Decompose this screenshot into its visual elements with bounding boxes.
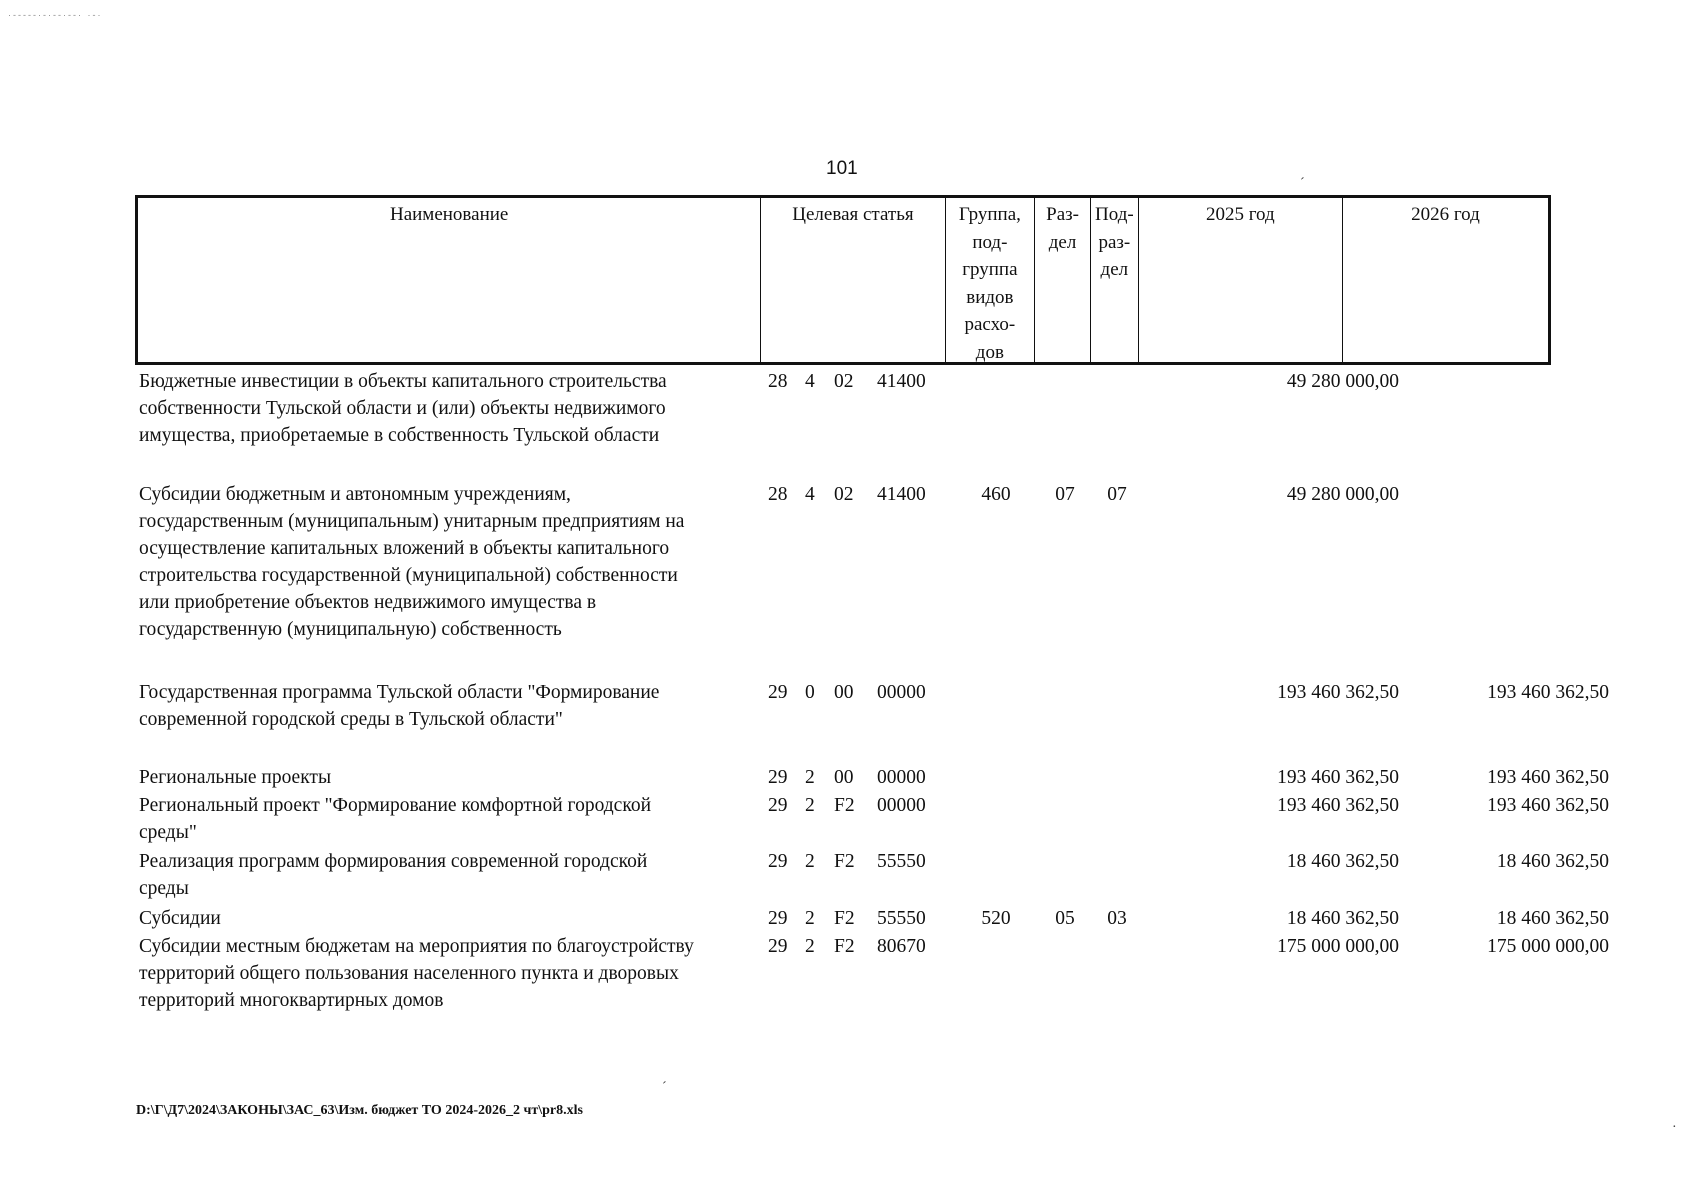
row-target-subprogram: 2 [805,795,815,816]
row-target-program: 29 [768,767,788,788]
row-amount-2026: 18 460 362,50 [1496,908,1609,929]
header-group-line: группа [962,259,1018,280]
row-target-event: F2 [834,851,855,872]
row-amount-2025: 18 460 362,50 [1286,851,1399,872]
scan-tick-mark: ˊ [1300,176,1305,191]
header-target-label: Целевая статья [792,204,914,225]
row-target-subprogram: 2 [805,851,815,872]
row-name-line: или приобретение объектов недвижимого имущества в [139,592,597,613]
scan-tick-mark: ˊ [662,1080,667,1095]
row-name [139,679,759,733]
row-name [139,764,759,791]
row-target-direction: 41400 [877,371,926,392]
row-target-event: 02 [834,484,854,505]
row-amount-2025: 193 460 362,50 [1277,767,1399,788]
row-name-line: территорий многоквартирных домов [139,990,444,1011]
header-subsection-line: дел [1100,259,1129,280]
row-name-line: Региональные проекты [139,767,332,788]
row-target-subprogram: 2 [805,767,815,788]
row-name-line: собственности Тульской области и (или) объекты недвижимого [139,398,666,419]
footer-file-path: D:\Г\Д7\2024\ЗАКОНЫ\ЗАС_63\Изм. бюджет ТО 2024-2026_2 чт\pr8.xls [136,1103,583,1118]
row-target-direction: 80670 [877,936,926,957]
row-amount-2026: 193 460 362,50 [1487,682,1609,703]
row-name-line: современной городской среды в Тульской области" [139,709,563,730]
row-target-event: F2 [834,908,855,929]
row-target-program: 29 [768,682,788,703]
row-amount-2025: 175 000 000,00 [1277,936,1399,957]
row-target-event: 02 [834,371,854,392]
row-target-program: 29 [768,908,788,929]
header-year-2025 [1139,198,1343,362]
row-name-line: государственным (муниципальным) унитарным предприятиям на [139,511,685,532]
row-amount-2026: 193 460 362,50 [1487,767,1609,788]
row-name [139,905,759,932]
row-name-line: Реализация программ формирования современной городской [139,851,648,872]
row-target-program: 28 [768,371,788,392]
header-2026-label: 2026 год [1411,204,1480,225]
header-section-line: дел [1048,231,1077,253]
row-target-direction: 55550 [877,908,926,929]
row-target-subprogram: 4 [805,371,815,392]
row-amount-2025: 18 460 362,50 [1286,908,1399,929]
row-name-line: Государственная программа Тульской области "Формирование [139,682,660,703]
row-name-line: среды [139,878,189,899]
header-subsection-line: раз- [1098,231,1131,253]
row-target-program: 28 [768,484,788,505]
row-target-event: F2 [834,795,855,816]
row-name-line: Субсидии бюджетным и автономным учреждениям, [139,484,571,505]
header-group-line: Группа, [958,204,1021,225]
row-target-program: 29 [768,936,788,957]
scan-dot-mark: · [1672,1120,1677,1135]
row-amount-2026: 18 460 362,50 [1496,851,1609,872]
table-header [135,195,1551,365]
row-amount-2026: 193 460 362,50 [1487,795,1609,816]
row-target-program: 29 [768,851,788,872]
row-name-line: Региональный проект "Формирование комфортной городской [139,795,651,816]
row-target-program: 29 [768,795,788,816]
row-name [139,481,759,643]
row-name [139,848,759,902]
header-subsection [1091,198,1139,362]
row-name-line: государственную (муниципальную) собственность [139,619,562,640]
row-name-line: Субсидии [139,908,221,929]
row-target-event: F2 [834,936,855,957]
row-name-line: имущества, приобретаемые в собственность Тульской области [139,425,660,446]
row-expense-group: 520 [981,908,1011,929]
header-2025-label: 2025 год [1205,204,1275,225]
row-amount-2025: 49 280 000,00 [1286,371,1399,392]
row-target-subprogram: 2 [805,908,815,929]
row-name-line: строительства государственной (муниципальной) собственности [139,565,678,586]
row-amount-2025: 193 460 362,50 [1277,795,1399,816]
header-group-line: расхо- [964,314,1016,335]
row-target-direction: 41400 [877,484,926,505]
row-name-line: среды" [139,822,197,843]
header-section-line: Раз- [1046,204,1079,225]
row-target-subprogram: 2 [805,936,815,957]
row-name-line: Бюджетные инвестиции в объекты капитального строительства [139,371,667,392]
row-target-subprogram: 0 [805,682,815,703]
row-amount-2026: 175 000 000,00 [1487,936,1609,957]
row-target-subprogram: 4 [805,484,815,505]
header-section [1035,198,1091,362]
page-number: 101 [826,158,858,179]
header-name-label: Наименование [389,204,509,225]
row-name [139,368,759,449]
header-group-line: под- [972,231,1008,253]
row-name [139,933,759,1014]
header-name [138,198,761,362]
row-section: 07 [1055,484,1075,505]
scan-artifact: ·-----·-·--·--· ·-· [8,10,103,20]
row-section: 05 [1055,908,1075,929]
header-group-line: видов [966,286,1014,308]
row-target-event: 00 [834,682,854,703]
row-name-line: осуществление капитальных вложений в объекты капитального [139,538,670,559]
row-name-line: территорий общего пользования населенного пункта и дворовых [139,963,679,984]
row-target-direction: 55550 [877,851,926,872]
header-expense-group [946,198,1036,362]
row-target-direction: 00000 [877,767,926,788]
header-year-2026 [1343,198,1548,362]
row-subsection: 03 [1107,908,1127,929]
header-target-article [761,198,945,362]
row-name [139,792,759,846]
header-subsection-line: Под- [1095,204,1134,225]
row-amount-2025: 49 280 000,00 [1286,484,1399,505]
row-target-direction: 00000 [877,795,926,816]
row-expense-group: 460 [981,484,1011,505]
row-subsection: 07 [1107,484,1127,505]
row-amount-2025: 193 460 362,50 [1277,682,1399,703]
row-target-event: 00 [834,767,854,788]
row-target-direction: 00000 [877,682,926,703]
header-group-line: дов [975,341,1004,363]
row-name-line: Субсидии местным бюджетам на мероприятия по благоустройству [139,936,694,957]
